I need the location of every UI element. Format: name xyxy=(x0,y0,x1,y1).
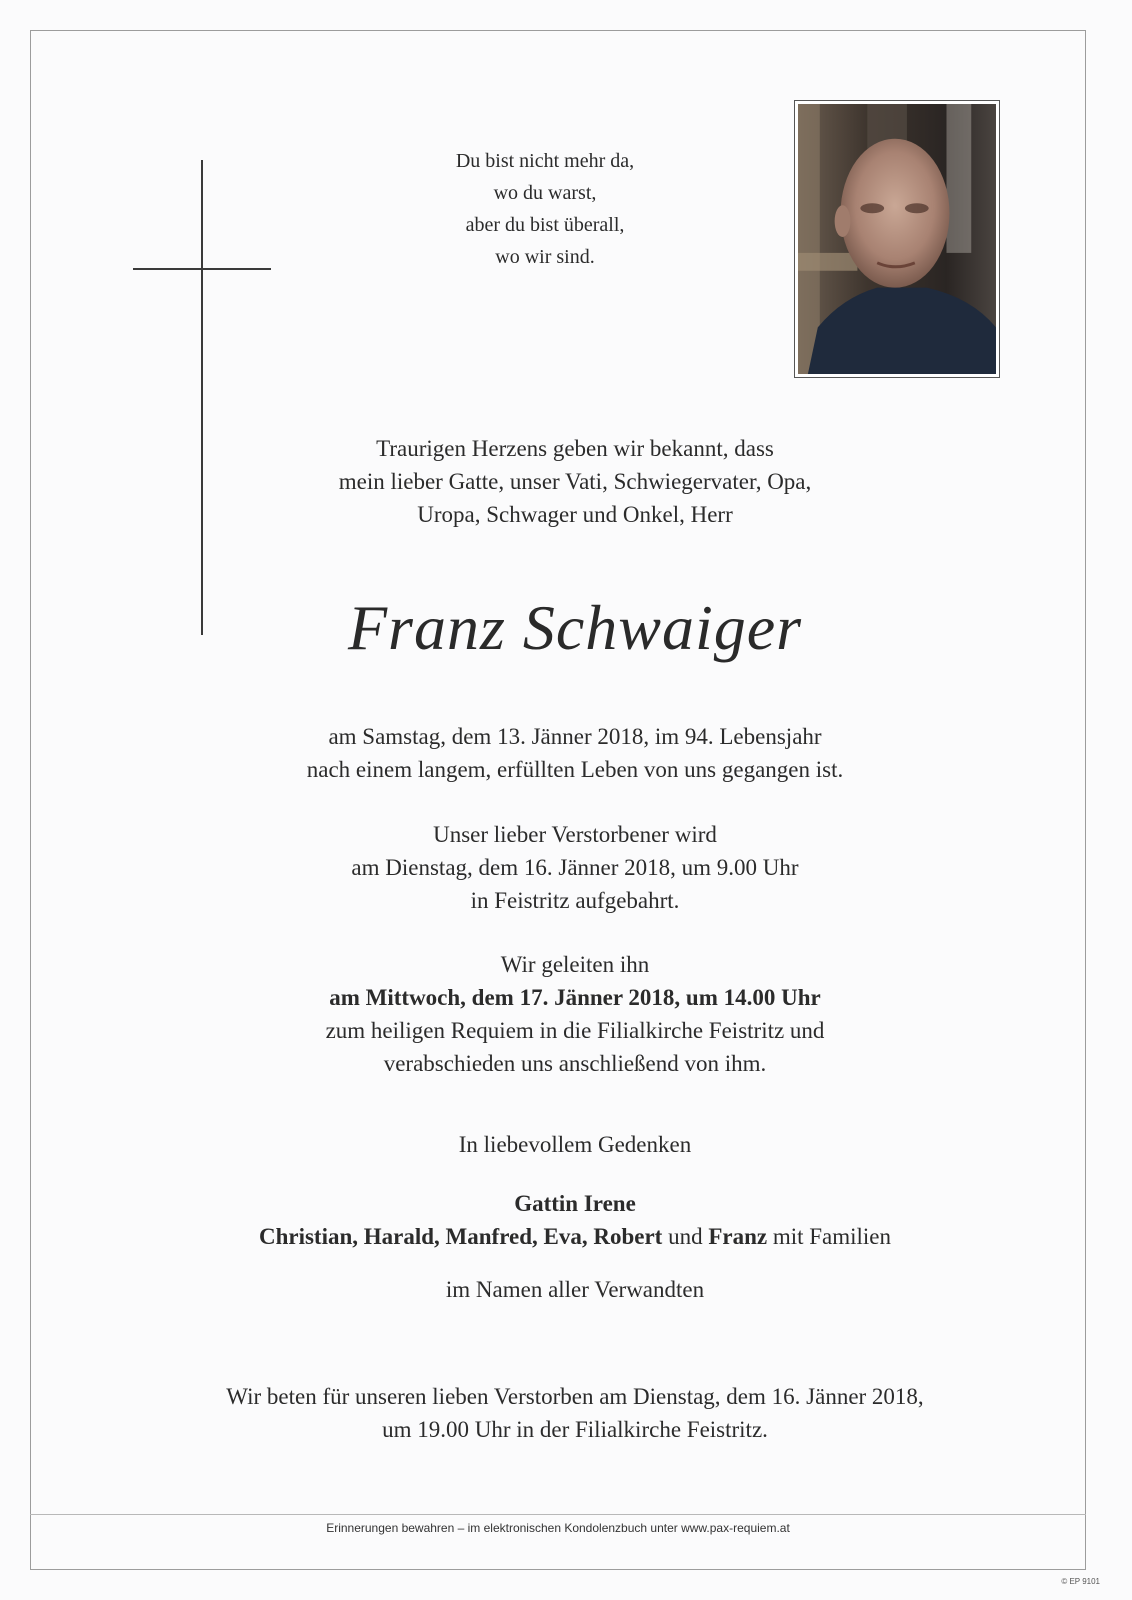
child-name: Christian, xyxy=(258,1224,358,1249)
children-line xyxy=(130,1220,1020,1253)
announcement-intro xyxy=(130,432,1020,531)
laying-out-line: in Feistritz aufgebahrt. xyxy=(470,888,680,913)
prayer-line: Wir beten für unseren lieben Verstorben am Dienstag, dem 16. Jänner 2018, xyxy=(226,1384,924,1409)
footer-divider xyxy=(30,1514,1086,1515)
poem-line: wo du warst, xyxy=(493,182,597,204)
poem-line: wo wir sind. xyxy=(495,246,595,268)
family-suffix: mit Familien xyxy=(772,1224,892,1249)
funeral-line: Wir geleiten ihn xyxy=(500,952,650,977)
death-line: nach einem langem, erfüllten Leben von uns gegangen ist. xyxy=(306,757,844,782)
conjunction: und xyxy=(668,1224,703,1249)
child-name: Franz xyxy=(708,1224,768,1249)
child-name: Eva, xyxy=(543,1224,588,1249)
funeral-line: zum heiligen Requiem in die Filialkirche Feistritz und xyxy=(325,1018,825,1043)
spouse-name: Gattin Irene xyxy=(514,1191,636,1216)
funeral-notice xyxy=(130,948,1020,1080)
intro-line: Uropa, Schwager und Onkel, Herr xyxy=(417,502,733,527)
print-code: © EP 9101 xyxy=(1061,1577,1100,1586)
poem-line: aber du bist überall, xyxy=(465,214,625,236)
child-name: Manfred, xyxy=(445,1224,538,1249)
family-list xyxy=(130,1187,1020,1253)
poem xyxy=(245,145,845,273)
funeral-date: am Mittwoch, dem 17. Jänner 2018, um 14.00 Uhr xyxy=(329,985,821,1010)
prayer-notice xyxy=(130,1380,1020,1446)
footer-condolence-link[interactable]: Erinnerungen bewahren – im elektronischen Kondolenzbuch unter www.pax-requiem.at xyxy=(326,1521,790,1535)
cross-icon xyxy=(201,160,203,635)
child-name: Harald, xyxy=(363,1224,440,1249)
child-name: Robert xyxy=(593,1224,663,1249)
deceased-name: Franz Schwaiger xyxy=(347,592,803,663)
intro-line: mein lieber Gatte, unser Vati, Schwiegervater, Opa, xyxy=(338,469,812,494)
laying-out-notice xyxy=(130,818,1020,917)
intro-line: Traurigen Herzens geben wir bekannt, dass xyxy=(376,436,774,461)
laying-out-line: am Dienstag, dem 16. Jänner 2018, um 9.00 Uhr xyxy=(351,855,799,880)
prayer-line: um 19.00 Uhr in der Filialkirche Feistritz. xyxy=(382,1417,768,1442)
remembrance-line: In liebevollem Gedenken xyxy=(458,1132,692,1157)
funeral-line: verabschieden uns anschließend von ihm. xyxy=(383,1051,767,1076)
poem-line: Du bist nicht mehr da, xyxy=(455,150,635,172)
death-line: am Samstag, dem 13. Jänner 2018, im 94. Lebensjahr xyxy=(328,724,822,749)
relatives-line: im Namen aller Verwandten xyxy=(445,1277,705,1302)
death-notice xyxy=(130,720,1020,786)
laying-out-line: Unser lieber Verstorbener wird xyxy=(433,822,717,847)
